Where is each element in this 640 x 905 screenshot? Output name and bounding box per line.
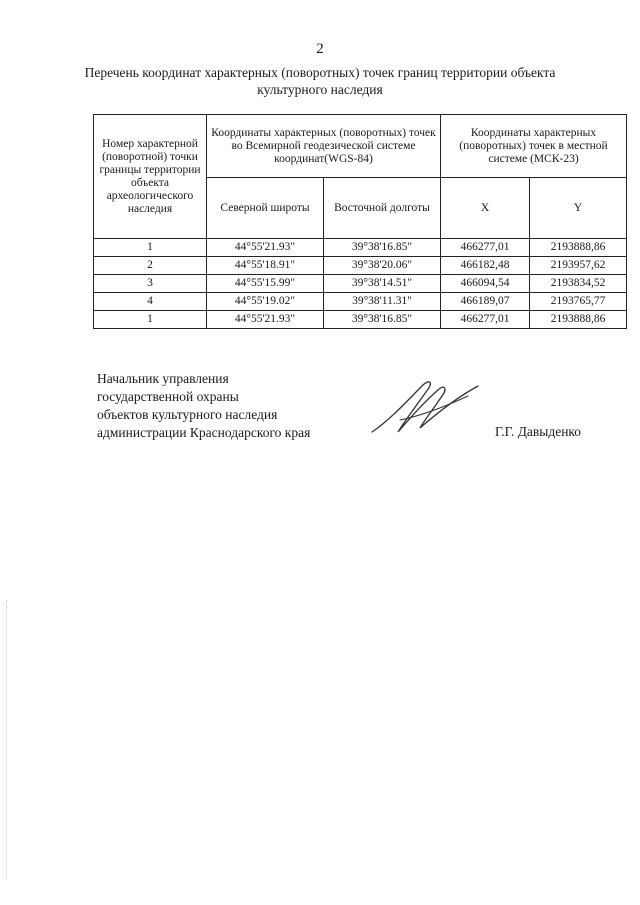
page-number: 2 [316, 41, 324, 57]
cell-y: 2193834,52 [530, 275, 627, 293]
header-msk-group: Координаты характерных (поворотных) точек в местной системе (МСК-23) [441, 115, 627, 178]
header-point-number: Номер характерной (поворотной) точки границы территории объекта археологического наследия [94, 115, 207, 239]
table-row [94, 257, 627, 275]
cell-lon: 39°38'16.85" [324, 239, 441, 257]
cell-x: 466189,07 [441, 293, 530, 311]
header-x: X [441, 178, 530, 239]
cell-y: 2193888,86 [530, 239, 627, 257]
cell-x: 466277,01 [441, 311, 530, 329]
header-wgs-group: Координаты характерных (поворотных) точек во Всемирной геодезической системе координат(WGS-84) [207, 115, 441, 178]
cell-y: 2193888,86 [530, 311, 627, 329]
cell-lat: 44°55'21.93" [207, 239, 324, 257]
cell-x: 466094,54 [441, 275, 530, 293]
table-row [94, 311, 627, 329]
scan-edge-artifact [6, 600, 8, 880]
cell-lat: 44°55'15.99" [207, 275, 324, 293]
signatory-line: государственной охраны [97, 389, 239, 404]
cell-lon: 39°38'14.51" [324, 275, 441, 293]
signatory-line: Начальник управления [97, 371, 229, 386]
table-row [94, 293, 627, 311]
signatory-line: администрации Краснодарского края [97, 425, 311, 440]
cell-lat: 44°55'18.91" [207, 257, 324, 275]
cell-lon: 39°38'20.06" [324, 257, 441, 275]
cell-y: 2193957,62 [530, 257, 627, 275]
cell-y: 2193765,77 [530, 293, 627, 311]
signatory-position [97, 370, 310, 442]
table-row [94, 275, 627, 293]
cell-x: 466182,48 [441, 257, 530, 275]
coordinates-table [93, 114, 627, 329]
cell-lat: 44°55'21.93" [207, 311, 324, 329]
header-latitude: Северной широты [207, 178, 324, 239]
cell-lon: 39°38'11.31" [324, 293, 441, 311]
header-y: Y [530, 178, 627, 239]
cell-num: 1 [94, 311, 207, 329]
cell-num: 4 [94, 293, 207, 311]
cell-num: 2 [94, 257, 207, 275]
handwritten-signature [360, 370, 490, 455]
document-title: Перечень координат характерных (поворотных) точек границ территории объекта культурного наследия [84, 65, 556, 97]
signatory-line: объектов культурного наследия [97, 407, 278, 422]
table-row [94, 239, 627, 257]
cell-lat: 44°55'19.02" [207, 293, 324, 311]
signatory-name: Г.Г. Давыденко [495, 424, 582, 439]
cell-num: 1 [94, 239, 207, 257]
header-longitude: Восточной долготы [324, 178, 441, 239]
cell-lon: 39°38'16.85" [324, 311, 441, 329]
cell-num: 3 [94, 275, 207, 293]
cell-x: 466277,01 [441, 239, 530, 257]
